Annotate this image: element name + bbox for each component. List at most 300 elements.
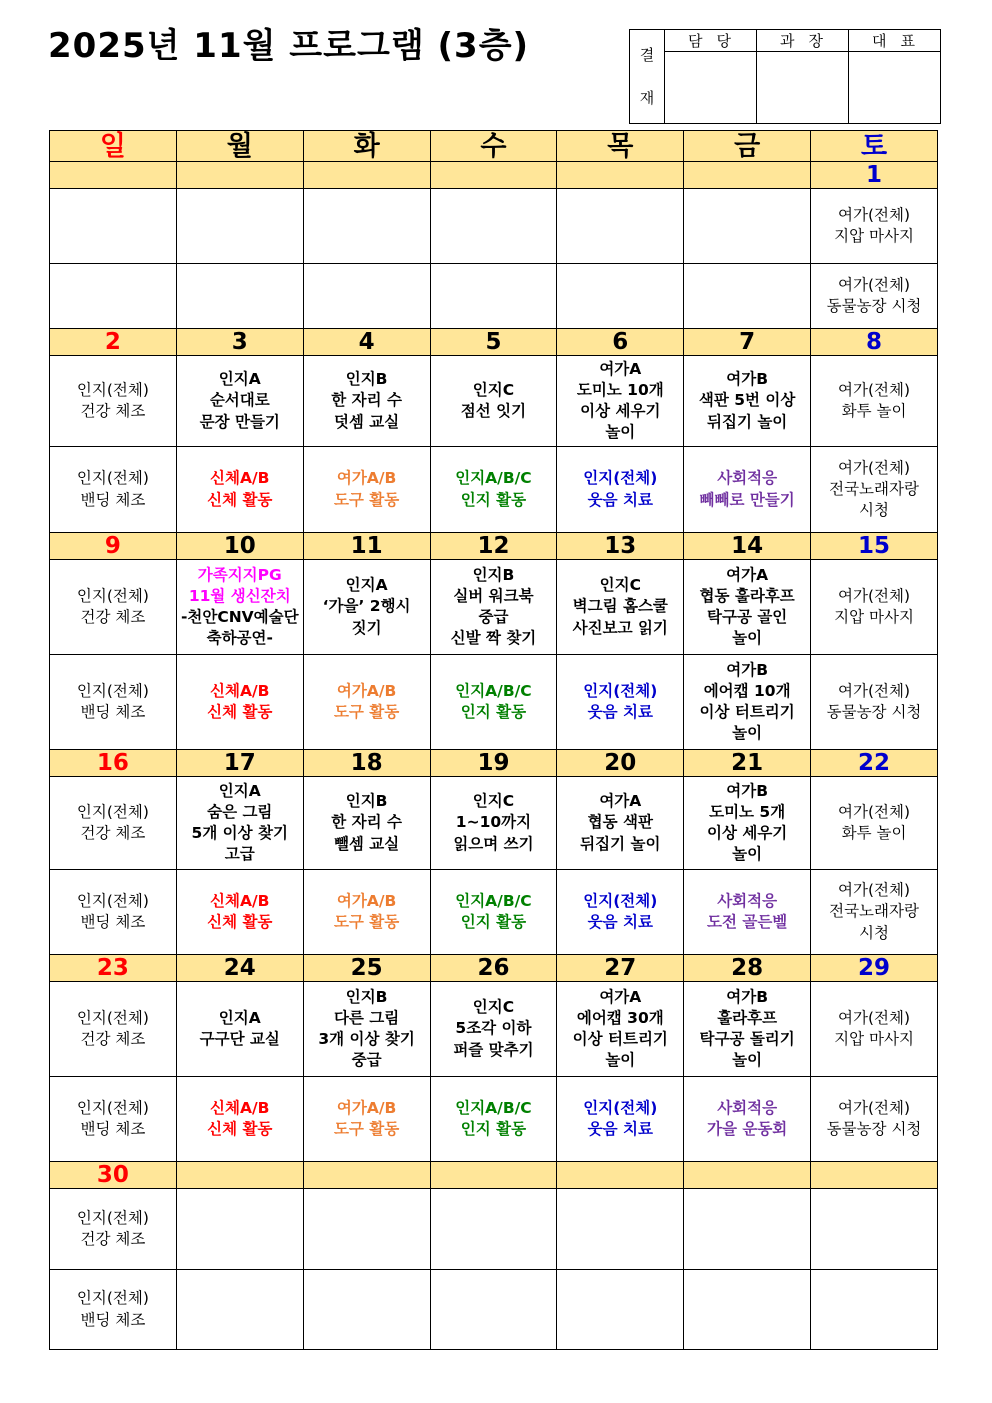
program-cell: [811, 189, 938, 264]
program-cell: [430, 447, 557, 533]
program-line: 전국노래자랑: [829, 479, 919, 498]
program-line: 건강 체조: [80, 1230, 146, 1248]
program-cell: [811, 1270, 938, 1350]
program-line: 여가(전체): [838, 458, 911, 477]
weekday-wed: 수: [430, 131, 557, 162]
program-line: 협동 색판: [587, 813, 653, 832]
program-line: 벽그림 홈스쿨: [572, 597, 668, 616]
program-line: 신체 활동: [207, 913, 273, 931]
program-line: 인지 활동: [460, 703, 527, 721]
program-cell: [811, 447, 938, 533]
date-number: 9: [50, 533, 177, 560]
program-row-second: [50, 870, 938, 955]
program-cell: [50, 189, 177, 264]
program-line: 밴딩 체조: [80, 703, 146, 721]
program-row-first: [50, 356, 938, 447]
program-cell: [50, 777, 177, 870]
program-cell: [303, 356, 430, 447]
program-line: 한 자리 수: [331, 813, 402, 832]
program-line: 여가(전체): [838, 681, 911, 700]
date-number: 27: [557, 955, 684, 982]
program-line: 고급: [224, 845, 255, 864]
program-cell: [303, 1077, 430, 1162]
program-line: 중급: [351, 1051, 382, 1070]
program-cell: [684, 356, 811, 447]
program-cell: [176, 447, 303, 533]
date-row: [50, 533, 938, 560]
program-line: 시청: [859, 501, 889, 520]
program-line: 웃음 치료: [587, 490, 653, 509]
program-row-second: [50, 1077, 938, 1162]
program-line: 인지C: [472, 998, 515, 1017]
program-line: 이상 터트리기: [699, 703, 795, 721]
date-number: 26: [430, 955, 557, 982]
program-line: 지압 마사지: [834, 227, 914, 245]
program-cell: [811, 655, 938, 750]
program-line: 여가B: [726, 987, 769, 1006]
approval-sign-manager[interactable]: [665, 52, 757, 124]
program-row-second: [50, 447, 938, 533]
date-number: 10: [176, 533, 303, 560]
program-cell: [430, 655, 557, 750]
approval-label: 결 재: [630, 30, 665, 124]
date-number: 3: [176, 329, 303, 356]
program-line: 실버 워크북: [453, 586, 534, 605]
program-cell: [557, 264, 684, 329]
date-number: [684, 162, 811, 189]
program-line: 문장 만들기: [199, 412, 280, 431]
program-line: 건강 체조: [80, 1030, 146, 1048]
program-line: 웃음 치료: [587, 913, 653, 931]
program-line: 건강 체조: [80, 824, 146, 842]
program-line: 인지(전체): [583, 469, 658, 488]
program-line: 여가(전체): [838, 1098, 911, 1117]
date-number: 25: [303, 955, 430, 982]
program-line: 인지A/B/C: [455, 1098, 532, 1117]
date-number: 16: [50, 750, 177, 777]
approval-head-manager: 담당: [665, 30, 757, 52]
program-cell: [303, 655, 430, 750]
program-line: 이상 세우기: [707, 824, 788, 842]
program-line: 순서대로: [209, 391, 270, 410]
program-cell: [303, 1270, 430, 1350]
program-line: ‘가을’ 2행시: [322, 597, 411, 616]
program-line: 인지(전체): [583, 681, 658, 700]
program-cell: [684, 560, 811, 655]
weekday-tue: 화: [303, 131, 430, 162]
program-line: 밴딩 체조: [80, 913, 146, 931]
program-line: 인지A: [345, 576, 388, 595]
date-row: [50, 1162, 938, 1189]
program-line: 협동 훌라후프: [699, 586, 795, 605]
program-line: 숨은 그림: [207, 802, 273, 821]
program-line: 신체A/B: [210, 469, 270, 488]
date-number: [430, 162, 557, 189]
date-number: 14: [684, 533, 811, 560]
program-line: 탁구공 골인: [707, 608, 788, 626]
program-line: 신체 활동: [207, 490, 273, 509]
approval-box: [629, 29, 941, 124]
program-cell: [684, 1189, 811, 1270]
program-row-second: [50, 264, 938, 329]
date-number: 24: [176, 955, 303, 982]
program-cell: [176, 982, 303, 1077]
program-row-second: [50, 655, 938, 750]
program-line: 중급: [478, 608, 509, 626]
program-cell: [684, 870, 811, 955]
program-line: 점선 잇기: [460, 402, 527, 420]
program-cell: [176, 560, 303, 655]
program-line: 건강 체조: [80, 608, 146, 626]
program-line: 여가(전체): [838, 586, 911, 605]
date-number: 30: [50, 1162, 177, 1189]
program-line: 빼빼로 만들기: [699, 490, 795, 509]
program-cell: [811, 560, 938, 655]
program-line: 인지C: [472, 380, 515, 399]
program-line: 사회적응: [717, 891, 778, 910]
program-line: 놀이: [732, 629, 763, 648]
program-cell: [176, 264, 303, 329]
program-cell: [50, 1270, 177, 1350]
date-number: [811, 1162, 938, 1189]
program-line: 밴딩 체조: [80, 490, 146, 509]
program-cell: [811, 356, 938, 447]
program-line: 사진보고 읽기: [572, 618, 668, 637]
program-cell: [557, 189, 684, 264]
program-line: 읽으며 쓰기: [453, 834, 534, 853]
approval-head-chief: 과장: [757, 30, 849, 52]
date-number: 1: [811, 162, 938, 189]
program-cell: [684, 982, 811, 1077]
program-line: 시청: [859, 923, 889, 942]
program-cell: [557, 982, 684, 1077]
program-line: 1~10까지: [455, 813, 532, 832]
date-number: 23: [50, 955, 177, 982]
date-number: 11: [303, 533, 430, 560]
weekday-fri: 금: [684, 131, 811, 162]
program-line: 인지(전체): [76, 681, 149, 700]
program-line: 인지 활동: [460, 1120, 527, 1138]
program-line: 인지B: [345, 370, 388, 389]
program-line: 여가A: [726, 565, 769, 584]
program-row-first: [50, 982, 938, 1077]
weekday-header-row: [50, 131, 938, 162]
program-line: 인지A/B/C: [455, 681, 532, 700]
program-line: 여가(전체): [838, 380, 911, 399]
weekday-mon: 월: [176, 131, 303, 162]
program-cell: [176, 1189, 303, 1270]
date-number: 28: [684, 955, 811, 982]
program-line: 색판 5번 이상: [698, 391, 796, 410]
program-line: 뺄셈 교실: [333, 834, 400, 853]
program-cell: [430, 982, 557, 1077]
program-cell: [430, 356, 557, 447]
program-line: 밴딩 체조: [80, 1120, 146, 1138]
program-cell: [811, 1189, 938, 1270]
program-line: 5조각 이하: [455, 1019, 532, 1038]
program-row-first: [50, 560, 938, 655]
program-cell: [430, 560, 557, 655]
program-line: 도구 활동: [333, 913, 400, 931]
program-cell: [684, 655, 811, 750]
program-cell: [811, 870, 938, 955]
program-line: 여가(전체): [838, 275, 911, 294]
program-line: 인지 활동: [460, 913, 527, 931]
program-line: 여가B: [726, 781, 769, 800]
program-line: 화투 놀이: [841, 402, 907, 420]
program-line: 축하공연-: [206, 629, 273, 648]
program-line: 도미노 5개: [709, 802, 786, 821]
date-number: 29: [811, 955, 938, 982]
program-cell: [811, 982, 938, 1077]
program-cell: [557, 356, 684, 447]
date-row: [50, 750, 938, 777]
date-number: 4: [303, 329, 430, 356]
date-number: [684, 1162, 811, 1189]
program-line: 이상 터트리기: [572, 1030, 668, 1048]
date-number: [303, 1162, 430, 1189]
program-line: 여가(전체): [838, 881, 911, 900]
program-line: 사회적응: [717, 1098, 778, 1117]
program-cell: [176, 356, 303, 447]
program-line: 인지A: [218, 781, 261, 800]
program-line: 신체 활동: [207, 703, 273, 721]
program-cell: [176, 189, 303, 264]
program-line: 인지A/B/C: [455, 891, 532, 910]
program-cell: [811, 777, 938, 870]
program-line: 뒤집기 놀이: [707, 412, 788, 431]
program-cell: [430, 870, 557, 955]
program-cell: [176, 1270, 303, 1350]
date-number: 7: [684, 329, 811, 356]
program-line: 도구 활동: [333, 703, 400, 721]
program-line: 신발 짝 찾기: [450, 629, 537, 648]
program-line: 인지C: [472, 792, 515, 811]
program-line: 동물농장 시청: [826, 1120, 922, 1138]
program-line: 다른 그림: [333, 1008, 400, 1027]
page-title: 2025년 11월 프로그램 (3층): [48, 26, 530, 66]
date-row: [50, 162, 938, 189]
program-line: 인지C: [599, 576, 641, 595]
program-cell: [303, 982, 430, 1077]
program-cell: [430, 1077, 557, 1162]
program-line: 건강 체조: [80, 402, 146, 420]
date-number: 21: [684, 750, 811, 777]
program-line: 도구 활동: [333, 1120, 400, 1138]
date-number: 13: [557, 533, 684, 560]
program-calendar: [49, 130, 938, 1350]
program-cell: [557, 777, 684, 870]
program-cell: [50, 1077, 177, 1162]
program-cell: [684, 1077, 811, 1162]
date-row: [50, 955, 938, 982]
program-cell: [811, 264, 938, 329]
date-number: [557, 1162, 684, 1189]
program-line: 인지A/B/C: [455, 469, 532, 488]
date-number: 2: [50, 329, 177, 356]
program-line: 여가(전체): [838, 802, 911, 821]
program-line: 11월 생신잔치: [188, 586, 291, 605]
program-line: 놀이: [605, 423, 636, 442]
program-line: 지압 마사지: [834, 1030, 914, 1048]
date-number: [557, 162, 684, 189]
program-row-first: [50, 189, 938, 264]
date-number: 6: [557, 329, 684, 356]
program-cell: [684, 777, 811, 870]
program-cell: [684, 189, 811, 264]
program-cell: [176, 870, 303, 955]
program-cell: [684, 447, 811, 533]
program-row-first: [50, 777, 938, 870]
program-cell: [557, 870, 684, 955]
program-line: 가족지지PG: [197, 565, 282, 584]
program-line: 5개 이상 찾기: [191, 824, 288, 842]
program-cell: [50, 870, 177, 955]
approval-sign-director[interactable]: [849, 52, 941, 124]
program-cell: [303, 560, 430, 655]
program-cell: [50, 982, 177, 1077]
program-line: 여가(전체): [838, 1008, 911, 1027]
date-row: [50, 329, 938, 356]
program-line: 신체A/B: [210, 681, 270, 700]
program-line: 여가A/B: [336, 469, 397, 488]
approval-head-director: 대표: [849, 30, 941, 52]
program-cell: [50, 655, 177, 750]
weekday-sun: 일: [50, 131, 177, 162]
program-line: 3개 이상 찾기: [318, 1030, 415, 1048]
program-cell: [303, 1189, 430, 1270]
program-line: 에어캡 30개: [576, 1008, 664, 1027]
program-line: 웃음 치료: [587, 1120, 653, 1138]
program-cell: [557, 1270, 684, 1350]
program-cell: [557, 447, 684, 533]
program-line: 인지 활동: [460, 490, 527, 509]
date-number: 20: [557, 750, 684, 777]
program-line: 가을 운동회: [707, 1120, 788, 1138]
program-line: 이상 세우기: [580, 402, 661, 420]
program-line: 도구 활동: [333, 490, 400, 509]
date-number: 8: [811, 329, 938, 356]
program-cell: [430, 1189, 557, 1270]
program-line: 인지(전체): [583, 891, 658, 910]
program-line: 밴딩 체조: [80, 1310, 146, 1329]
program-line: 인지B: [345, 792, 388, 811]
program-line: 여가A: [599, 359, 642, 378]
program-line: 탁구공 돌리기: [699, 1030, 795, 1048]
program-line: 인지(전체): [76, 380, 149, 399]
program-cell: [176, 777, 303, 870]
program-line: 놀이: [732, 1051, 763, 1070]
program-line: 인지(전체): [583, 1098, 658, 1117]
program-cell: [811, 1077, 938, 1162]
date-number: 5: [430, 329, 557, 356]
program-cell: [430, 189, 557, 264]
date-number: 22: [811, 750, 938, 777]
program-cell: [430, 264, 557, 329]
program-cell: [684, 264, 811, 329]
program-line: 인지B: [345, 987, 388, 1006]
date-number: [50, 162, 177, 189]
program-line: 여가A: [599, 987, 642, 1006]
program-cell: [176, 655, 303, 750]
program-cell: [50, 560, 177, 655]
program-cell: [303, 870, 430, 955]
weekday-thu: 목: [557, 131, 684, 162]
program-line: 동물농장 시청: [826, 703, 922, 721]
approval-sign-chief[interactable]: [757, 52, 849, 124]
program-cell: [303, 777, 430, 870]
program-line: 구구단 교실: [199, 1030, 280, 1048]
program-line: 인지(전체): [76, 802, 149, 821]
program-cell: [430, 1270, 557, 1350]
program-cell: [557, 1189, 684, 1270]
program-line: 동물농장 시청: [826, 297, 922, 315]
program-cell: [50, 264, 177, 329]
program-cell: [50, 1189, 177, 1270]
program-line: 놀이: [732, 845, 763, 864]
program-line: 신체 활동: [207, 1120, 273, 1138]
program-line: 신체A/B: [210, 891, 270, 910]
program-line: 인지(전체): [76, 469, 149, 488]
program-line: 에어캡 10개: [703, 681, 791, 700]
program-line: 인지(전체): [76, 1289, 149, 1308]
program-line: 짓기: [351, 618, 382, 637]
program-cell: [303, 447, 430, 533]
program-line: 놀이: [732, 724, 763, 743]
program-line: 여가B: [726, 370, 769, 389]
program-row-first: [50, 1189, 938, 1270]
program-line: 인지B: [472, 565, 515, 584]
program-line: 뒤집기 놀이: [580, 834, 661, 853]
program-line: 여가A/B: [336, 681, 397, 700]
program-cell: [684, 1270, 811, 1350]
date-number: [303, 162, 430, 189]
program-line: 여가A: [599, 792, 642, 811]
program-line: 인지(전체): [76, 1008, 149, 1027]
date-number: 17: [176, 750, 303, 777]
program-line: 퍼즐 맞추기: [453, 1040, 534, 1059]
program-line: 지압 마사지: [834, 608, 914, 626]
date-number: [430, 1162, 557, 1189]
program-line: 인지(전체): [76, 1098, 149, 1117]
date-number: 15: [811, 533, 938, 560]
date-number: 19: [430, 750, 557, 777]
program-line: 여가B: [726, 660, 769, 679]
date-number: [176, 162, 303, 189]
program-line: 도전 골든벨: [707, 913, 788, 931]
program-cell: [176, 1077, 303, 1162]
program-line: 인지A: [218, 1008, 261, 1027]
program-line: 한 자리 수: [331, 391, 402, 410]
program-cell: [303, 189, 430, 264]
program-cell: [50, 356, 177, 447]
program-cell: [430, 777, 557, 870]
date-number: 18: [303, 750, 430, 777]
weekday-sat: 토: [811, 131, 938, 162]
program-cell: [557, 1077, 684, 1162]
program-line: 인지(전체): [76, 891, 149, 910]
program-line: 신체A/B: [210, 1098, 270, 1117]
program-line: 인지(전체): [76, 1208, 149, 1227]
program-line: 화투 놀이: [841, 824, 907, 842]
program-cell: [50, 447, 177, 533]
program-line: 여가(전체): [838, 205, 911, 224]
program-line: 웃음 치료: [587, 703, 653, 721]
program-line: 인지(전체): [76, 586, 149, 605]
program-line: 사회적응: [717, 469, 778, 488]
program-cell: [303, 264, 430, 329]
program-line: 도미노 10개: [576, 380, 664, 399]
